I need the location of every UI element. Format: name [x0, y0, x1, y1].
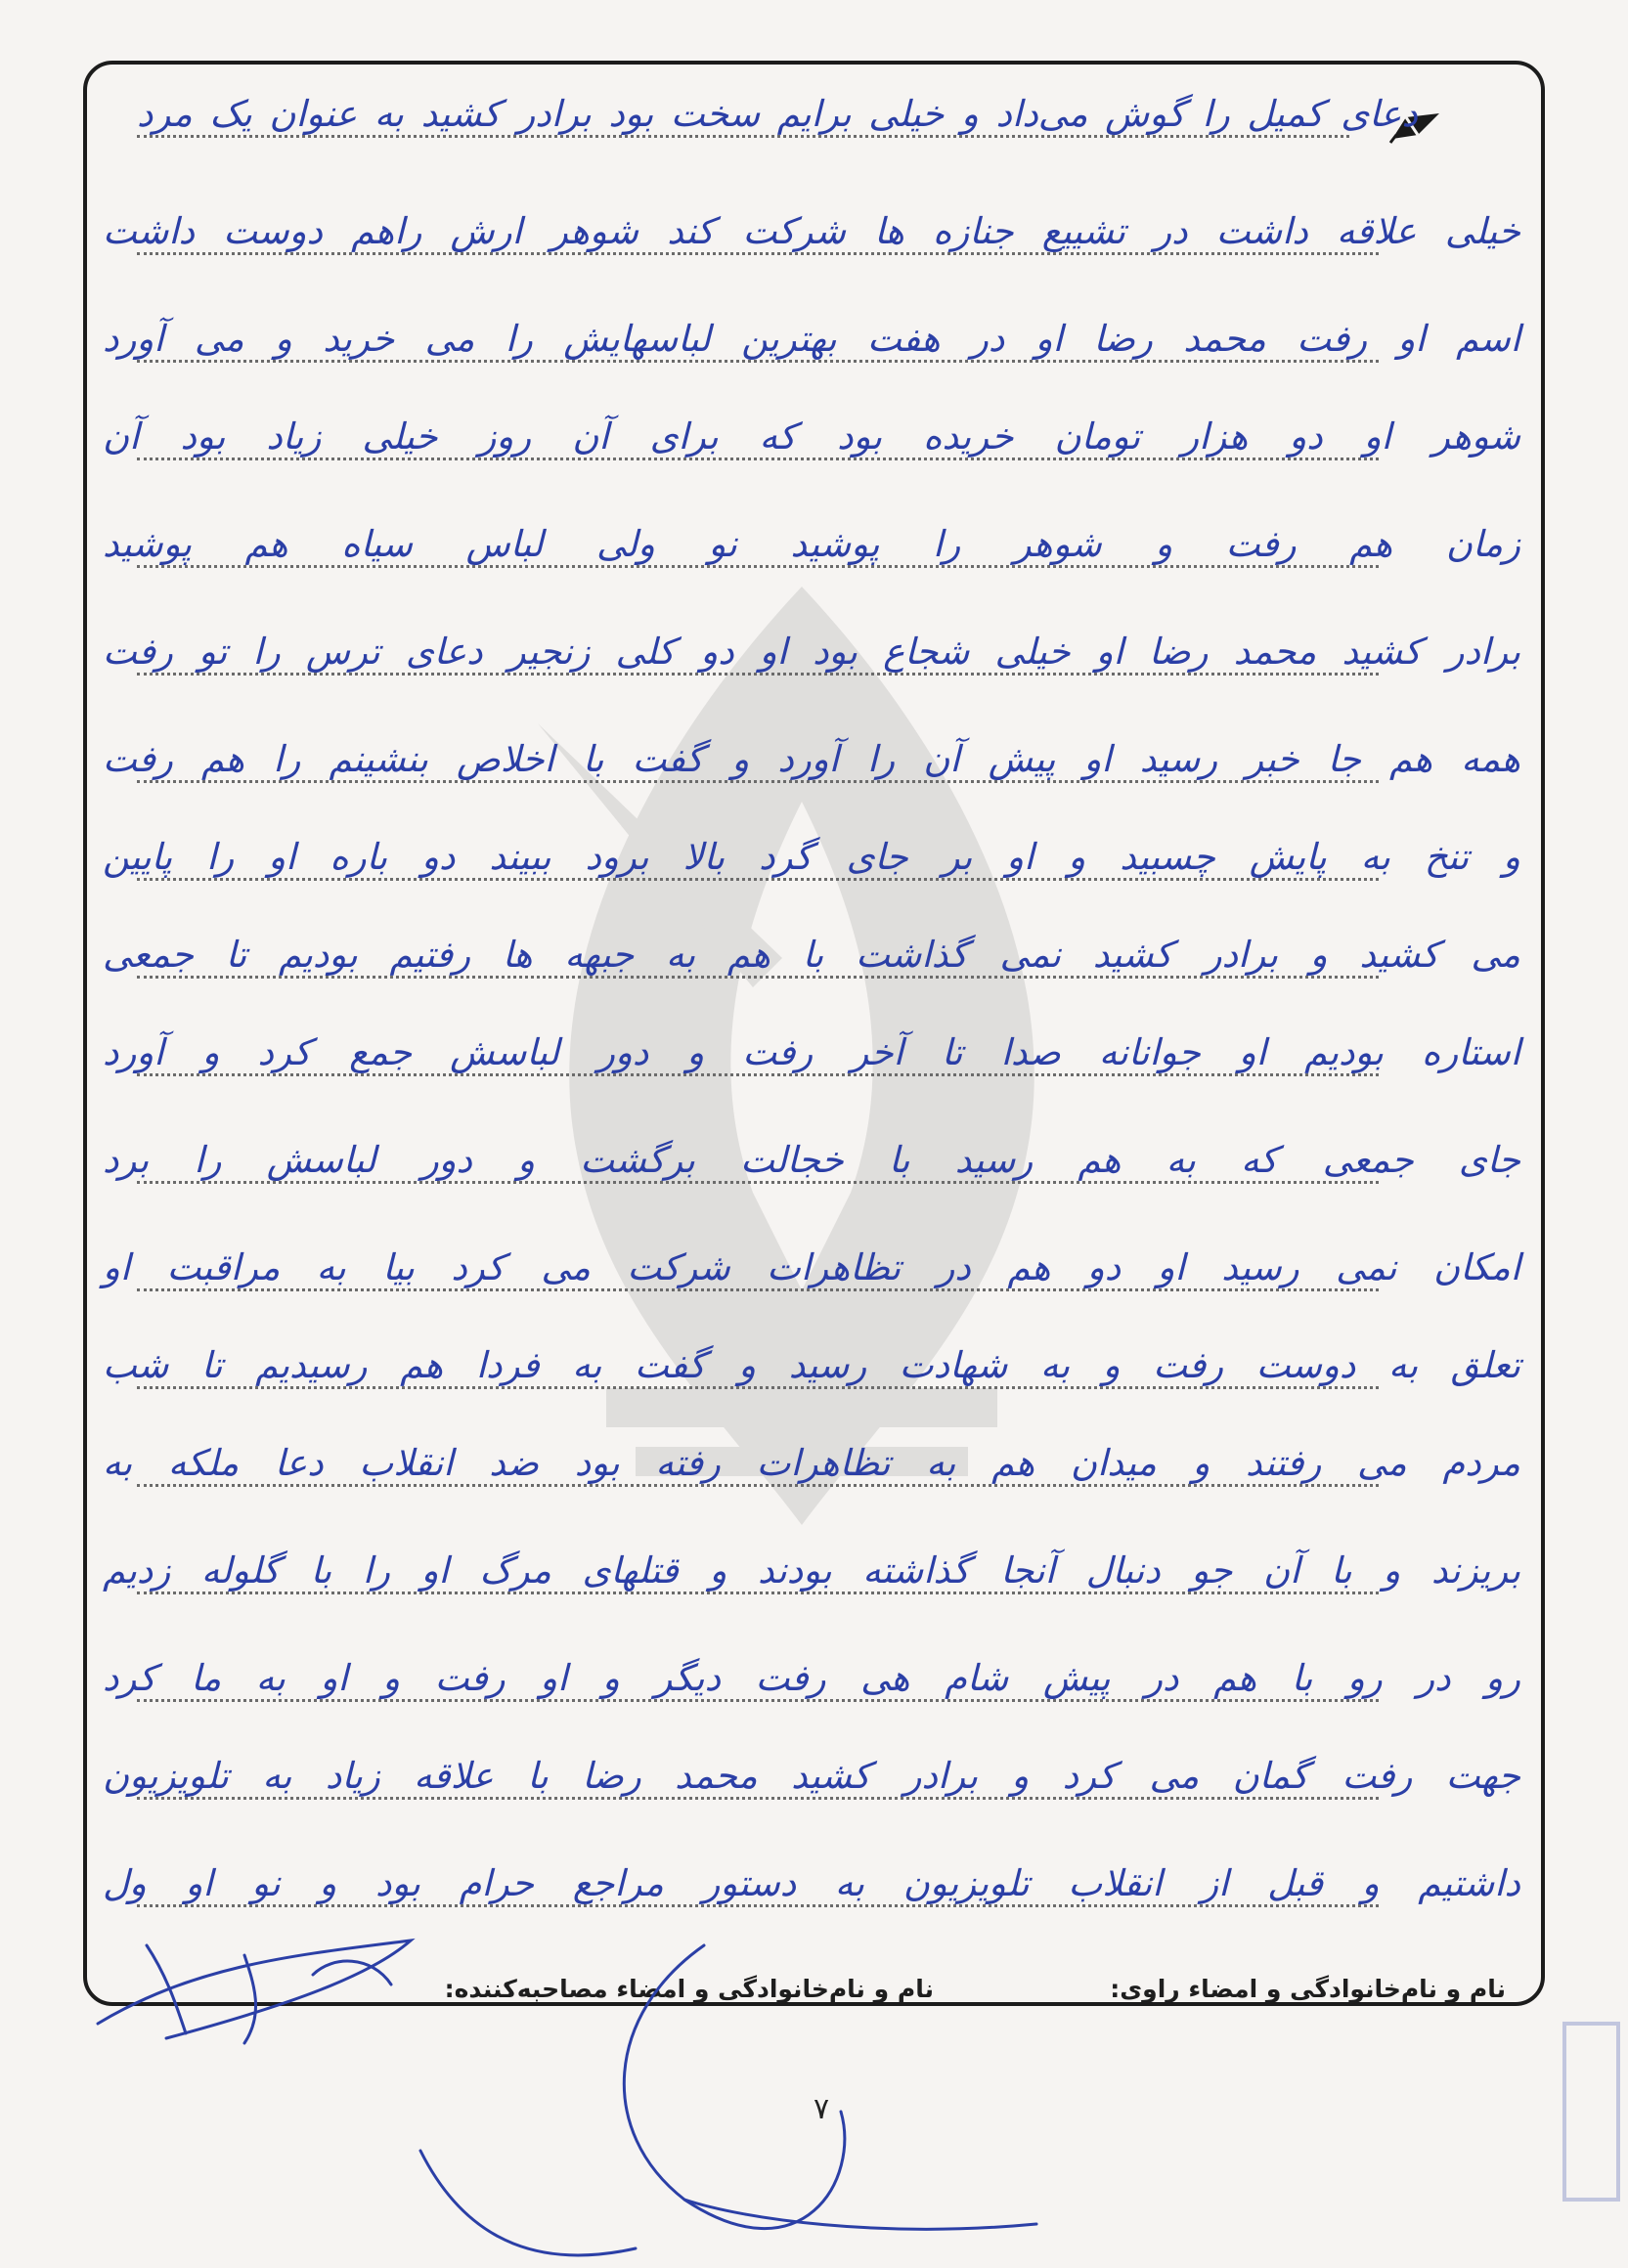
dotted-rule	[137, 458, 1379, 460]
dotted-rule	[137, 360, 1379, 363]
dotted-rule	[137, 1386, 1379, 1389]
dotted-rule	[137, 976, 1379, 979]
dotted-rule	[137, 1592, 1379, 1594]
handwritten-line: بریزند و با آن جو دنبال آنجا گذاشته بودند و قتلهای مرگ او را با گلوله زدیم	[103, 1549, 1520, 1592]
signature-row	[98, 1975, 1506, 2014]
dotted-rule	[137, 1288, 1379, 1291]
handwritten-line: جهت رفت گمان می کرد و برادر کشید محمد رضا با علاقه زیاد به تلویزیون	[103, 1755, 1520, 1797]
handwritten-line: و تنخ به پایش چسبید و او بر جای گرد بالا برود ببیند دو باره او را پایین	[103, 836, 1520, 878]
handwritten-line: جای جمعی که به هم رسید با خجالت برگشت و دور لباسش را برد	[103, 1139, 1520, 1181]
dotted-rule	[137, 780, 1379, 783]
page-number: ۷	[813, 2092, 830, 2126]
dotted-rule	[137, 135, 1349, 138]
handwritten-line: برادر کشید محمد رضا او خیلی شجاع بود او دو کلی زنجیر دعای ترس را تو رفت	[103, 631, 1520, 673]
dotted-rule	[137, 1181, 1379, 1184]
handwritten-line: داشتیم و قبل از انقلاب تلویزیون به دستور مراجع حرام بود و نو او ول	[103, 1862, 1520, 1904]
dotted-rule	[137, 878, 1379, 881]
dotted-rule	[137, 565, 1379, 568]
dotted-rule	[137, 673, 1379, 676]
dotted-rule	[137, 252, 1379, 255]
handwritten-line: شوهر او دو هزار تومان خریده بود که برای آن روز خیلی زیاد بود آن	[103, 415, 1520, 458]
handwritten-line: همه هم جا خبر رسید او پیش آن را آورد و گفت با اخلاص بنشینم را هم رفت	[103, 738, 1520, 780]
narrator-signature-label: نام و نام‌خانوادگی و امضاء راوی:	[1110, 1975, 1506, 2003]
handwritten-line: استاره بودیم او جوانانه صدا تا آخر رفت و دور لباسش جمع کرد و آورد	[103, 1031, 1520, 1073]
handwritten-line: می کشید و برادر کشید نمی گذاشت با هم به جبهه ها رفتیم بودیم تا جمعی	[103, 934, 1520, 976]
handwritten-line: رو در رو با هم در پیش شام هی رفت دیگر و او رفت و او به ما کرد	[103, 1657, 1520, 1699]
dotted-rule	[137, 1797, 1379, 1800]
handwritten-line: تعلق به دوست رفت و به شهادت رسید و گفت به فردا هم رسیدیم تا شب	[103, 1344, 1520, 1386]
dotted-rule	[137, 1073, 1379, 1076]
handwritten-line: دعای کمیل را گوش می‌داد و خیلی برایم سخت بود برادر کشید به عنوان یک مرد	[137, 93, 1418, 135]
handwritten-line: اسم او رفت محمد رضا او در هفت بهترین لباسهایش را می خرید و می آورد	[103, 318, 1520, 360]
handwritten-line: زمان هم رفت و شوهر را پوشید نو ولی لباس سیاه هم پوشید	[103, 523, 1520, 565]
dotted-rule	[137, 1904, 1379, 1907]
dotted-rule	[137, 1484, 1379, 1487]
handwritten-line: مردم می رفتند و میدان هم به تظاهرات رفته بود ضد انقلاب دعا ملکه به	[103, 1442, 1520, 1484]
handwritten-line: امکان نمی رسید او دو هم در تظاهرات شرکت می کرد بیا به مراقبت او	[103, 1246, 1520, 1288]
stamp-fragment	[1555, 2014, 1623, 2209]
dotted-rule	[137, 1699, 1379, 1702]
handwritten-line: خیلی علاقه داشت در تشییع جنازه ها شرکت کند شوهر ارش راهم دوست داشت	[103, 210, 1520, 252]
interviewer-signature-label: نام و نام‌خانوادگی و امضاء مصاحبه‌کننده:	[444, 1975, 934, 2003]
